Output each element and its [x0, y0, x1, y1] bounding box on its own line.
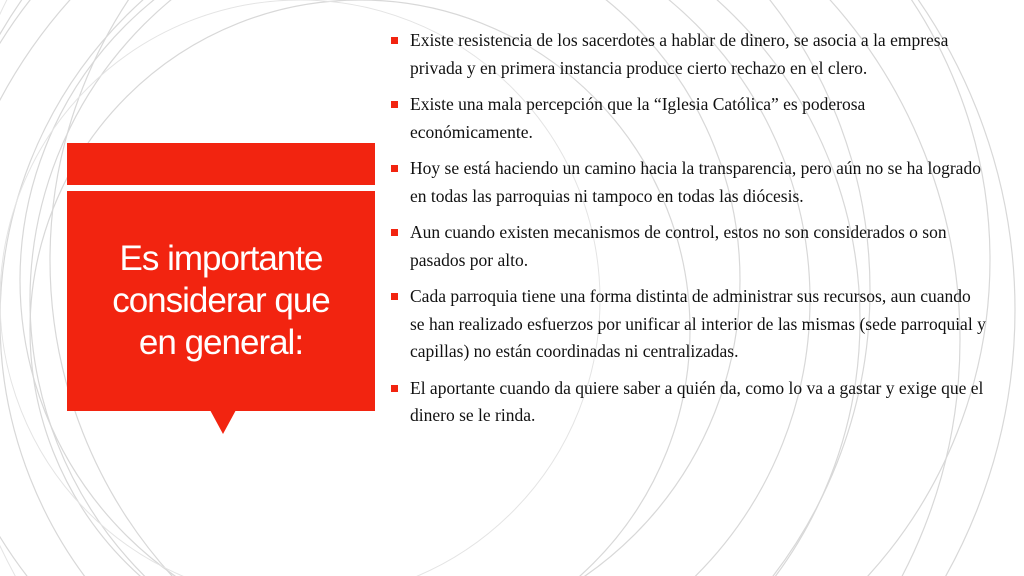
square-bullet-icon	[391, 165, 398, 172]
square-bullet-icon	[391, 385, 398, 392]
bullet-item	[388, 27, 988, 82]
bullet-text: Existe resistencia de los sacerdotes a hablar de dinero, se asocia a la empresa privada y en primera instancia produce cierto rechazo en el clero.	[410, 30, 949, 78]
bullet-item	[388, 375, 988, 430]
title-accent-bar	[67, 143, 375, 185]
bullet-text: Cada parroquia tiene una forma distinta de administrar sus recursos, aun cuando se han realizado esfuerzos por unificar al interior de las mismas (sede parroquial y capillas) no están coordinadas ni centralizadas.	[410, 286, 986, 361]
bullet-item	[388, 91, 988, 146]
bullet-list	[388, 27, 988, 430]
bullet-text: Aun cuando existen mecanismos de control, estos no son considerados o son pasados por alto.	[410, 222, 947, 270]
slide-content	[388, 27, 988, 439]
bullet-text: Hoy se está haciendo un camino hacia la transparencia, pero aún no se ha logrado en todas las parroquias ni tampoco en todas las diócesis.	[410, 158, 981, 206]
bullet-text: El aportante cuando da quiere saber a quién da, como lo va a gastar y exige que el dinero se le rinda.	[410, 377, 984, 425]
square-bullet-icon	[391, 293, 398, 300]
bullet-item	[388, 219, 988, 274]
square-bullet-icon	[391, 37, 398, 44]
title-panel-pointer	[210, 410, 236, 434]
square-bullet-icon	[391, 229, 398, 236]
title-panel	[67, 191, 375, 411]
bullet-text: Existe una mala percepción que la “Iglesia Católica” es poderosa económicamente.	[410, 94, 866, 142]
bullet-item	[388, 155, 988, 210]
square-bullet-icon	[391, 101, 398, 108]
slide-title: Es importante considerar que en general:	[112, 239, 330, 362]
bullet-item	[388, 283, 988, 366]
